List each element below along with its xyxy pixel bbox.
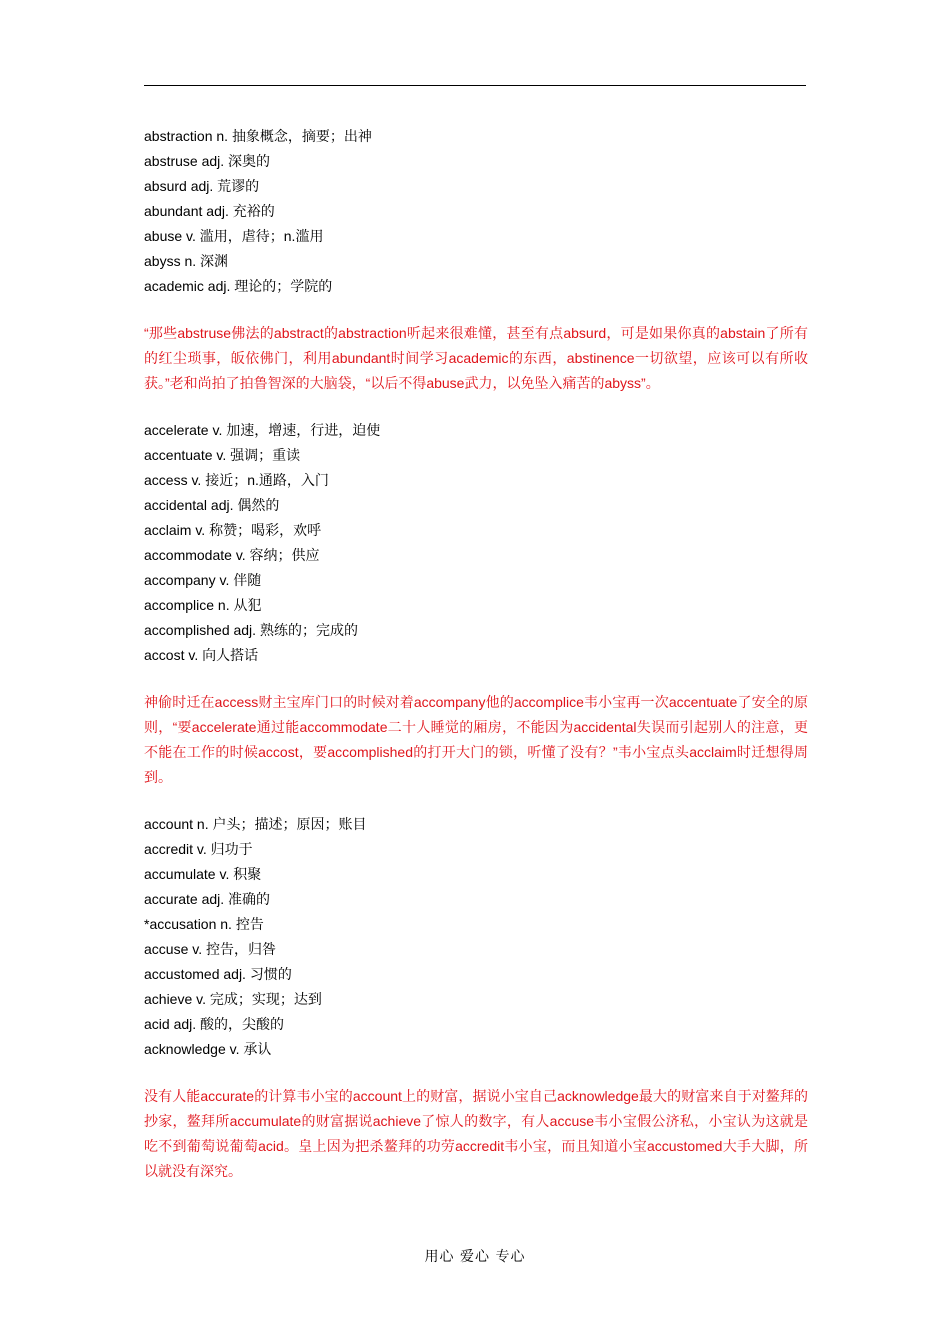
vocab-entry: accelerate v. 加速，增速，行进，迫使 (144, 422, 381, 438)
vocab-entry: absurd adj. 荒谬的 (144, 178, 260, 194)
memory-story: 神偷时迁在access财主宝库门口的时候对着accompany他的accomplice韦小宝再一次accentuate了安全的原则，“要accelerate通过能accommodate二十人睡觉的厢房，不能因为accidental失误而引起别人的注意，更不能在工作的时候accost，要accomplished的打开大门的锁，听懂了没有？”韦小宝点头acclaim时迁想得周到。 (144, 694, 808, 785)
vocab-entry: accustomed adj. 习惯的 (144, 966, 292, 982)
vocab-entry: academic adj. 理论的；学院的 (144, 278, 333, 294)
vocab-entry: accommodate v. 容纳；供应 (144, 547, 320, 563)
vocab-entry: acclaim v. 称赞；喝彩，欢呼 (144, 522, 322, 538)
vocab-entry: account n. 户头；描述；原因；账目 (144, 816, 367, 832)
word-list (144, 124, 808, 299)
vocab-entry: accentuate v. 强调；重读 (144, 447, 301, 463)
vocab-entry: abyss n. 深渊 (144, 253, 229, 269)
vocabulary-section-3 (144, 812, 808, 1184)
vocabulary-section-1 (144, 124, 808, 396)
vocab-entry: abundant adj. 充裕的 (144, 203, 275, 219)
vocab-entry: *accusation n. 控告 (144, 916, 264, 932)
page-footer: 用心 爱心 专心 (424, 1249, 526, 1265)
vocab-entry: abstruse adj. 深奥的 (144, 153, 271, 169)
vocab-entry: accurate adj. 准确的 (144, 891, 271, 907)
vocab-entry: accomplished adj. 熟练的；完成的 (144, 622, 358, 638)
vocabulary-section-2 (144, 418, 808, 790)
word-list (144, 418, 808, 668)
vocab-entry: accredit v. 归功于 (144, 841, 253, 857)
vocab-entry: acknowledge v. 承认 (144, 1041, 272, 1057)
vocab-entry: accompany v. 伴随 (144, 572, 262, 588)
vocab-entry: achieve v. 完成；实现；达到 (144, 991, 322, 1007)
memory-story: 没有人能accurate的计算韦小宝的account上的财富，据说小宝自己acknowledge最大的财富来自于对鳌拜的抄家，鳌拜所accumulate的财富据说achieve了惊人的数字，有人accuse韦小宝假公济私，小宝认为这就是吃不到葡萄说葡萄acid。皇上因为把杀鳌拜的功劳accredit韦小宝，而且知道小宝accustomed大手大脚，所以就没有深究。 (144, 1088, 808, 1179)
vocab-entry: acid adj. 酸的，尖酸的 (144, 1016, 285, 1032)
vocab-entry: accumulate v. 积聚 (144, 866, 262, 882)
word-list (144, 812, 808, 1062)
memory-story: “那些abstruse佛法的abstract的abstraction听起来很难懂，甚至有点absurd，可是如果你真的abstain了所有的红尘琐事，皈依佛门，利用abundant时间学习academic的东西，abstinence一切欲望，应该可以有所收获。”老和尚拍了拍鲁智深的大脑袋，“以后不得abuse武力，以免坠入痛苦的abyss”。 (144, 325, 808, 391)
vocab-entry: abstraction n. 抽象概念，摘要；出神 (144, 128, 372, 144)
vocabulary-content (144, 124, 808, 1206)
vocab-entry: abuse v. 滥用，虐待；n.滥用 (144, 228, 324, 244)
header-rule (144, 85, 806, 86)
vocab-entry: access v. 接近；n.通路，入门 (144, 472, 329, 488)
vocab-entry: accomplice n. 从犯 (144, 597, 262, 613)
vocab-entry: accuse v. 控告，归咎 (144, 941, 276, 957)
vocab-entry: accidental adj. 偶然的 (144, 497, 280, 513)
vocab-entry: accost v. 向人搭话 (144, 647, 259, 663)
